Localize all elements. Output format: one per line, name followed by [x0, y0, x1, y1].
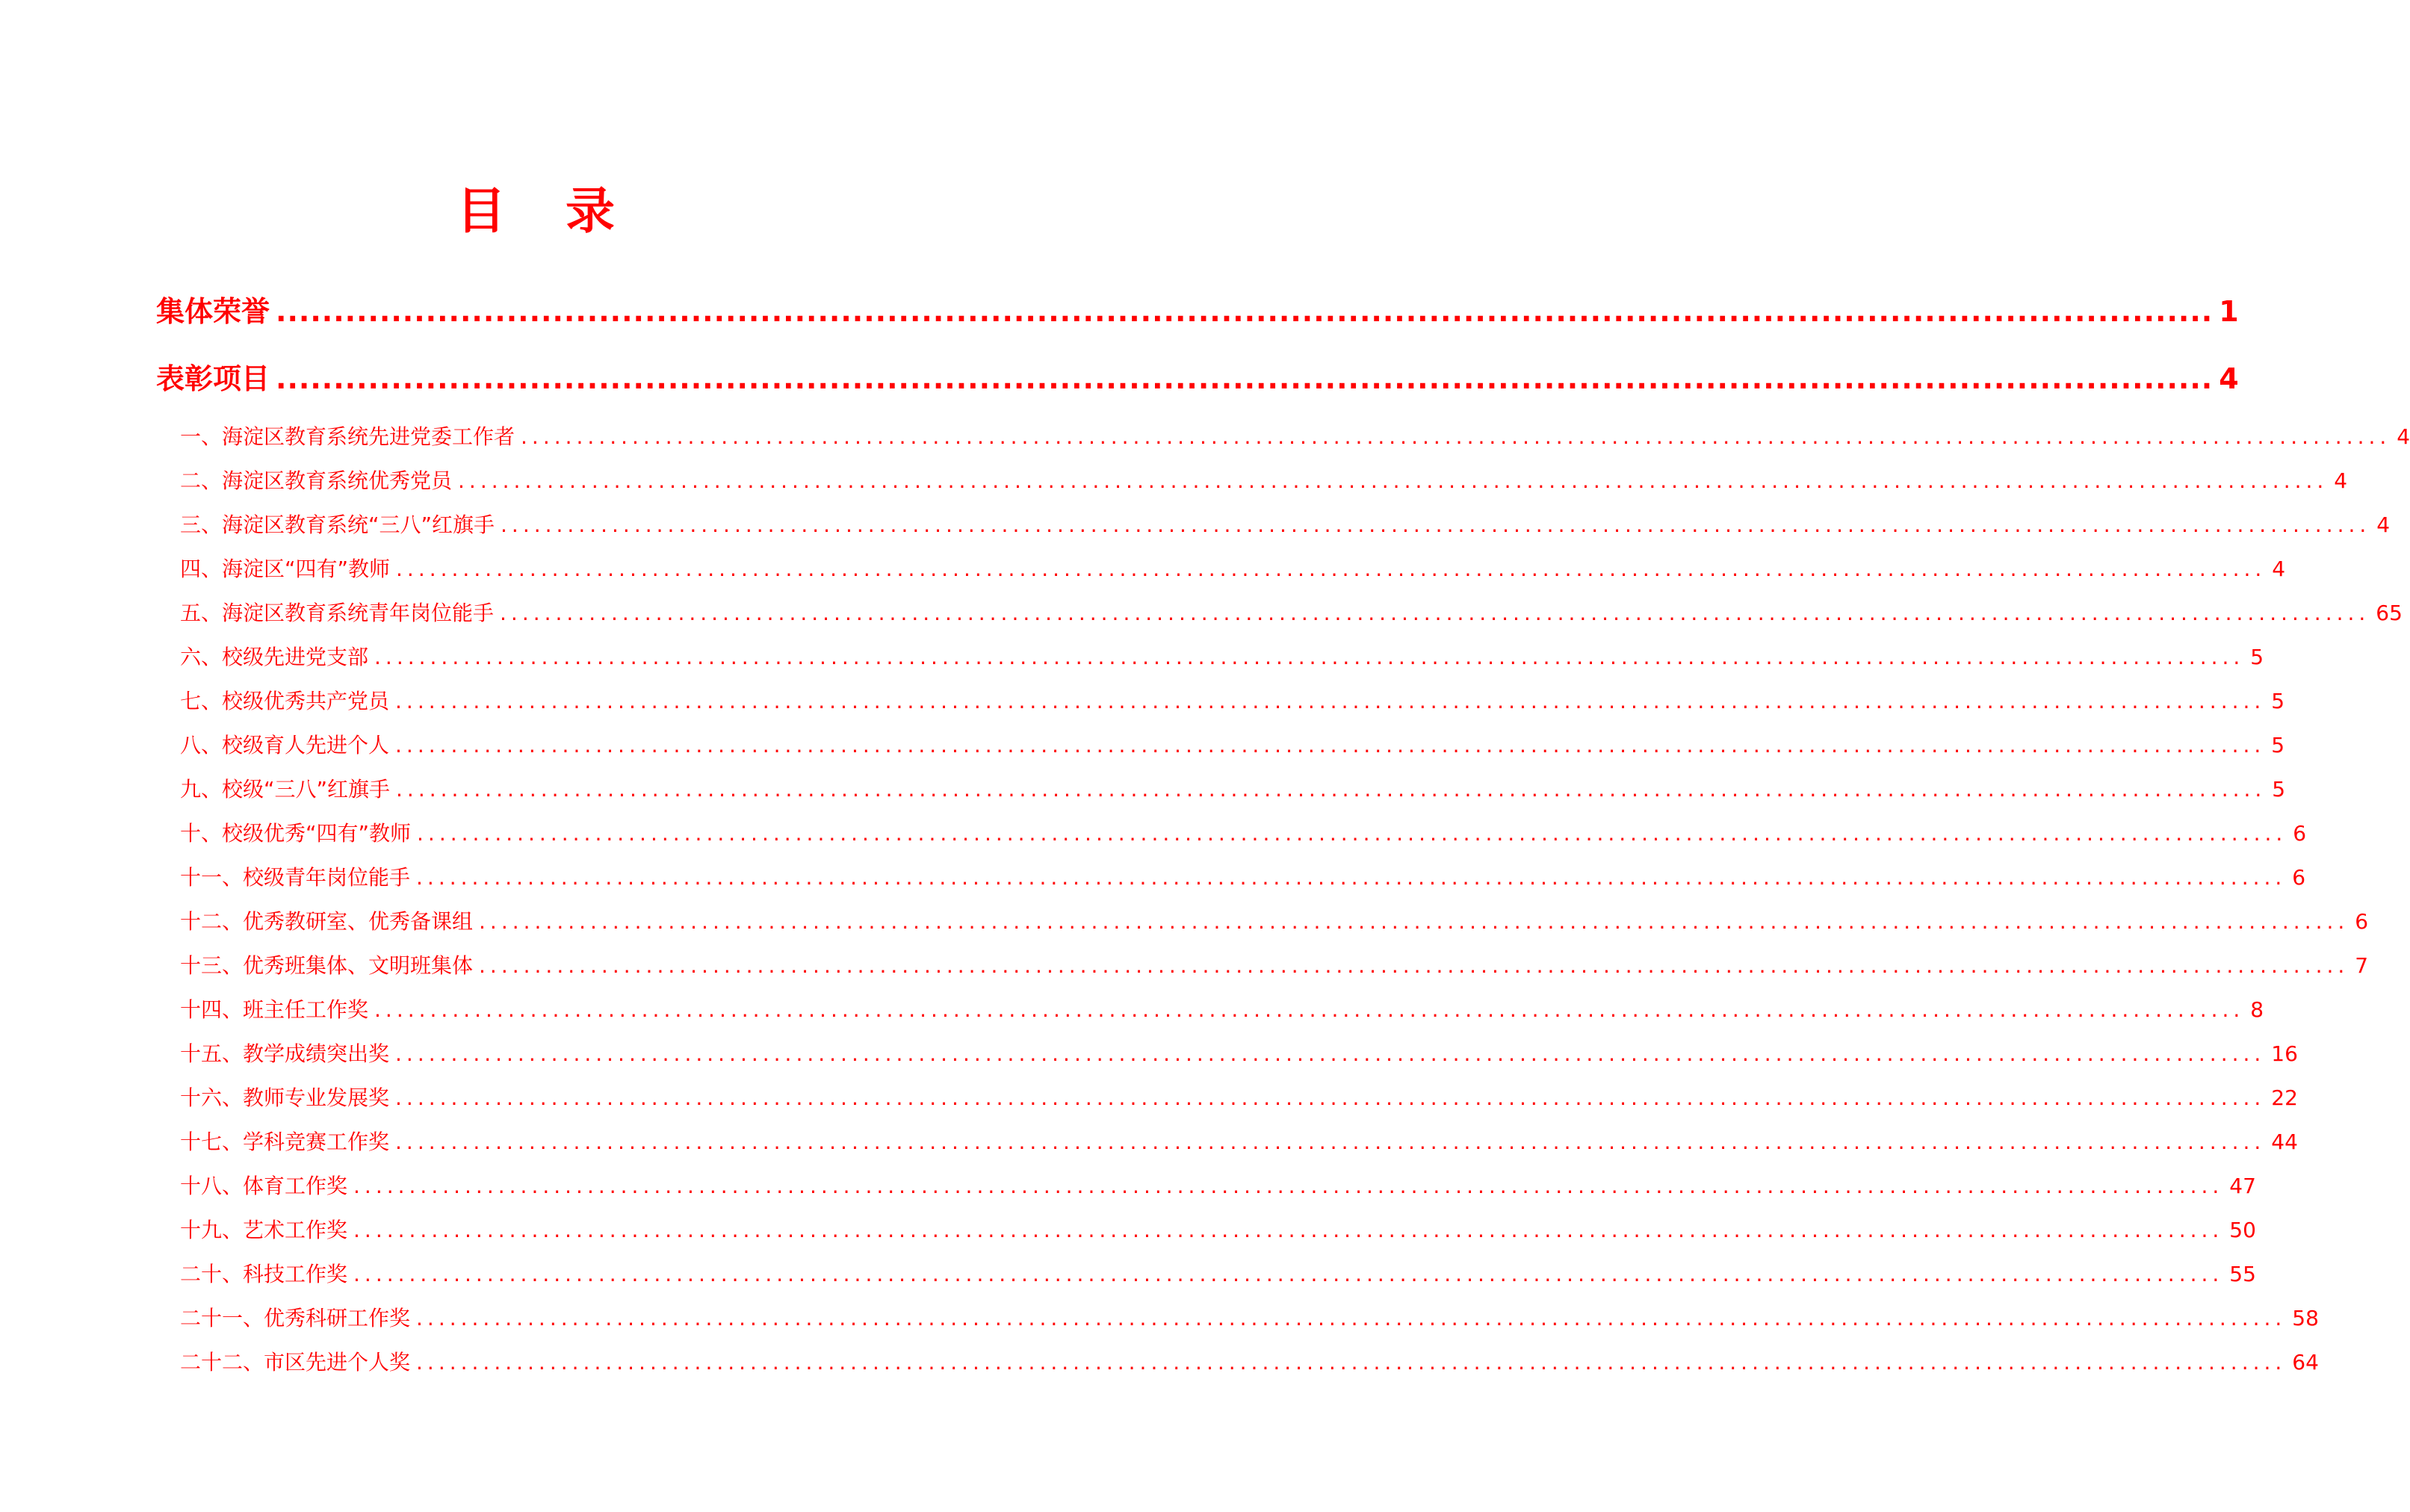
- toc-item-label: 学科竞赛工作奖: [243, 1130, 390, 1154]
- toc-item[interactable]: [156, 553, 2286, 586]
- dot-leader: ........................................................................................................................................................................: [374, 997, 2245, 1022]
- toc-item-label: 教学成绩突出奖: [243, 1041, 390, 1066]
- toc-item[interactable]: [156, 641, 2264, 674]
- dot-leader: ........................................................................................................................................................................: [396, 557, 2267, 581]
- toc-item-label: 校级青年岗位能手: [243, 865, 411, 890]
- toc-page-number: 44: [2271, 1130, 2298, 1154]
- toc-item-label: 海淀区“四有”教师: [222, 557, 391, 581]
- toc-item[interactable]: [156, 949, 2369, 982]
- toc-page-number: 50: [2229, 1218, 2256, 1242]
- toc-item-number: 十、: [180, 821, 223, 846]
- toc-item-label: 市区先进个人奖: [264, 1350, 411, 1375]
- toc-item-number: 十五、: [180, 1041, 244, 1066]
- toc-item[interactable]: [156, 729, 2285, 762]
- toc-page-number: 22: [2271, 1085, 2298, 1110]
- dot-leader: ........................................................................................................................................................................: [276, 295, 2214, 328]
- dot-leader: ........................................................................................................................................................................: [416, 1350, 2287, 1375]
- dot-leader: ........................................................................................................................................................................: [417, 821, 2287, 846]
- toc-page-number: 64: [2292, 1350, 2319, 1375]
- toc-item-label: 海淀区教育系统“三八”红旗手: [222, 512, 495, 537]
- toc-item-label: 班主任工作奖: [243, 997, 369, 1022]
- toc-item[interactable]: [156, 817, 2307, 850]
- toc-item[interactable]: [156, 465, 2348, 498]
- toc-item[interactable]: [156, 994, 2264, 1026]
- toc-item-number: 十二、: [180, 909, 244, 934]
- dot-leader: ........................................................................................................................................................................: [416, 1306, 2287, 1330]
- toc-page-number: 16: [2271, 1041, 2298, 1066]
- toc-item-label: 海淀区教育系统优秀党员: [222, 468, 453, 493]
- toc-item-number: 二、: [180, 468, 223, 493]
- toc-item-number: 十九、: [180, 1218, 244, 1242]
- toc-item-number: 十一、: [180, 865, 244, 890]
- toc-item[interactable]: [156, 597, 2403, 630]
- toc-page-number: 4: [2376, 512, 2391, 537]
- toc-item-label: 艺术工作奖: [243, 1218, 348, 1242]
- toc-page-number: 4: [2272, 557, 2286, 581]
- dot-leader: ........................................................................................................................................................................: [501, 512, 2371, 537]
- toc-item[interactable]: [156, 1346, 2319, 1379]
- toc-item[interactable]: [156, 1302, 2319, 1335]
- toc-page-number: 1: [2219, 295, 2239, 328]
- toc-item-label: 科技工作奖: [243, 1262, 348, 1286]
- dot-leader: ........................................................................................................................................................................: [395, 1130, 2266, 1154]
- toc-item-number: 六、: [180, 645, 223, 669]
- toc-page-number: 6: [2292, 865, 2306, 890]
- toc-page-number: 5: [2272, 777, 2286, 802]
- toc-page-number: 6: [2355, 909, 2369, 934]
- dot-leader: ........................................................................................................................................................................: [353, 1262, 2224, 1286]
- toc-item-label: 优秀科研工作奖: [264, 1306, 411, 1330]
- toc-item-number: 五、: [180, 601, 223, 625]
- toc-item-label: 体育工作奖: [243, 1174, 348, 1198]
- dot-leader: ........................................................................................................................................................................: [521, 424, 2391, 449]
- toc-page-number: 6: [2293, 821, 2307, 846]
- toc-item[interactable]: [156, 685, 2285, 718]
- toc-item[interactable]: [156, 1038, 2298, 1071]
- toc-item-number: 十七、: [180, 1130, 244, 1154]
- dot-leader: ........................................................................................................................................................................: [353, 1174, 2224, 1198]
- toc-page-number: 7: [2355, 953, 2369, 978]
- toc-item-label: 海淀区教育系统先进党委工作者: [222, 424, 515, 449]
- toc-item-number: 二十二、: [180, 1350, 264, 1375]
- toc-item-number: 三、: [180, 512, 223, 537]
- dot-leader: ........................................................................................................................................................................: [416, 865, 2287, 890]
- toc-item-label: 校级先进党支部: [222, 645, 369, 669]
- toc-page-number: 5: [2271, 733, 2285, 757]
- dot-leader: ........................................................................................................................................................................: [396, 777, 2267, 802]
- toc-item[interactable]: [156, 421, 2410, 453]
- dot-leader: ........................................................................................................................................................................: [353, 1218, 2224, 1242]
- toc-page-number: 5: [2271, 689, 2285, 713]
- dot-leader: ........................................................................................................................................................................: [479, 953, 2349, 978]
- dot-leader: ........................................................................................................................................................................: [374, 645, 2245, 669]
- toc-page-number: 4: [2397, 424, 2410, 449]
- toc-item[interactable]: [156, 1082, 2298, 1115]
- toc-item[interactable]: [156, 509, 2391, 542]
- toc-page-number: 8: [2250, 997, 2264, 1022]
- toc-item-number: 二十、: [180, 1262, 244, 1286]
- dot-leader: ........................................................................................................................................................................: [395, 1041, 2266, 1066]
- toc-item[interactable]: [156, 1126, 2298, 1159]
- toc-item[interactable]: [156, 861, 2306, 894]
- toc-page-number: 65: [2376, 601, 2403, 625]
- toc-item-number: 十三、: [180, 953, 244, 978]
- toc-item-number: 二十一、: [180, 1306, 264, 1330]
- toc-section-label: 集体荣誉: [156, 295, 270, 328]
- toc-item[interactable]: [156, 1170, 2256, 1203]
- toc-item-label: 教师专业发展奖: [243, 1085, 390, 1110]
- toc-item-number: 九、: [180, 777, 223, 802]
- dot-leader: ........................................................................................................................................................................: [395, 689, 2266, 713]
- toc-item-label: 校级育人先进个人: [222, 733, 390, 757]
- toc-item-label: 优秀教研室、优秀备课组: [243, 909, 474, 934]
- toc-item-label: 校级优秀“四有”教师: [222, 821, 412, 846]
- toc-item[interactable]: [156, 905, 2369, 938]
- toc-item-label: 校级优秀共产党员: [222, 689, 390, 713]
- dot-leader: ........................................................................................................................................................................: [395, 1085, 2266, 1110]
- toc-item-label: 优秀班集体、文明班集体: [243, 953, 474, 978]
- toc-page-number: 58: [2292, 1306, 2319, 1330]
- toc-item-label: 校级“三八”红旗手: [222, 777, 391, 802]
- page-title: 目录: [456, 182, 675, 240]
- toc-section-label: 表彰项目: [156, 362, 270, 395]
- toc-page-number: 55: [2229, 1262, 2256, 1286]
- dot-leader: ........................................................................................................................................................................: [500, 601, 2370, 625]
- toc-page-number: 47: [2229, 1174, 2256, 1198]
- toc-item-number: 一、: [180, 424, 223, 449]
- toc-item[interactable]: [156, 1258, 2256, 1291]
- toc-item[interactable]: [156, 1214, 2256, 1247]
- toc-section-commendations[interactable]: [156, 356, 2239, 400]
- toc-item-number: 十四、: [180, 997, 244, 1022]
- toc-page-number: 5: [2250, 645, 2264, 669]
- dot-leader: ........................................................................................................................................................................: [276, 362, 2214, 395]
- toc-item-label: 海淀区教育系统青年岗位能手: [222, 601, 495, 625]
- toc-item-number: 四、: [180, 557, 223, 581]
- dot-leader: ........................................................................................................................................................................: [479, 909, 2349, 934]
- toc-section-collective-honors[interactable]: [156, 288, 2239, 333]
- toc-item-number: 七、: [180, 689, 223, 713]
- toc-item-number: 八、: [180, 733, 223, 757]
- toc-page-number: 4: [2219, 362, 2239, 395]
- dot-leader: ........................................................................................................................................................................: [395, 733, 2266, 757]
- toc-item-number: 十八、: [180, 1174, 244, 1198]
- toc-item[interactable]: [156, 773, 2286, 806]
- toc-item-number: 十六、: [180, 1085, 244, 1110]
- dot-leader: ........................................................................................................................................................................: [458, 468, 2329, 493]
- toc-page-number: 4: [2334, 468, 2348, 493]
